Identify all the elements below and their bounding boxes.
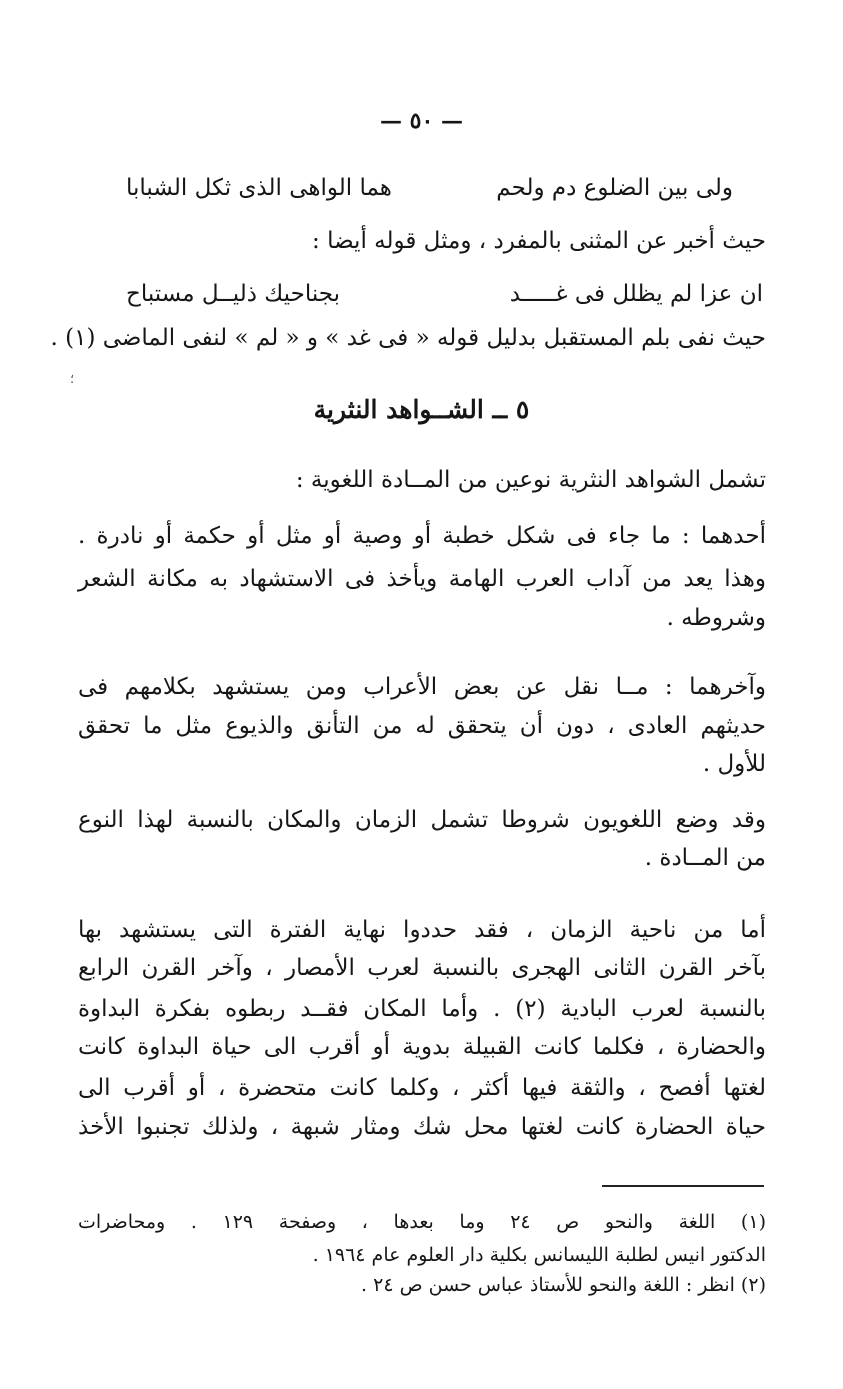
- verse2-second-hemistich: بجناحيك ذليــل مستباح: [126, 281, 341, 307]
- paragraph-line: والحضارة ، فكلما كانت القبيلة بدوية أو أقرب الى حياة البداوة كانت: [78, 1034, 766, 1060]
- paragraph-line: أما من ناحية الزمان ، فقد حددوا نهاية الفترة التى يستشهد بها: [78, 917, 766, 943]
- paragraph-line: بآخر القرن الثانى الهجرى بالنسبة لعرب الأمصار ، وآخر القرن الرابع: [78, 955, 766, 981]
- verse2-first-hemistich: ان عزا لم يظلل فى غـــــد: [509, 281, 763, 307]
- paragraph-line: حديثهم العادى ، دون أن يتحقق له من التأنق والذيوع مثل ما تحقق: [78, 713, 766, 739]
- verse1-first-hemistich: ولى بين الضلوع دم ولحم: [496, 175, 733, 201]
- paragraph-line: وشروطه .: [666, 605, 766, 631]
- footnote-separator: [602, 1185, 764, 1187]
- paragraph-line: أحدهما : ما جاء فى شكل خطبة أو وصية أو مثل أو حكمة أو نادرة .: [78, 523, 766, 549]
- paragraph-line: وقد وضع اللغويون شروطا تشمل الزمان والمكان بالنسبة لهذا النوع: [78, 807, 766, 833]
- paragraph-line: وهذا يعد من آداب العرب الهامة ويأخذ فى الاستشهاد به مكانة الشعر: [78, 566, 766, 592]
- section-heading: ٥ ــ الشــواهد النثرية: [313, 395, 530, 424]
- paragraph-line: تشمل الشواهد النثرية نوعين من المــادة اللغوية :: [295, 467, 766, 493]
- paragraph-line: حياة الحضارة كانت لغتها محل شك ومثار شبهة ، ولذلك تجنبوا الأخذ: [78, 1114, 766, 1140]
- paragraph-line: من المــادة .: [644, 845, 766, 871]
- paragraph-line: حيث أخبر عن المثنى بالمفرد ، ومثل قوله أيضا :: [312, 228, 766, 254]
- footnote-line: (١) اللغة والنحو ص ٢٤ وما بعدها ، وصفحة ١٢٩ . ومحاضرات: [78, 1211, 766, 1233]
- paragraph-line: بالنسبة لعرب البادية (٢) . وأما المكان فقــد ربطوه بفكرة البداوة: [78, 996, 766, 1022]
- paragraph-line: وآخرهما : مــا نقل عن بعض الأعراب ومن يستشهد بكلامهم فى: [78, 674, 766, 700]
- footnote-line: (٢) انظر : اللغة والنحو للأستاذ عباس حسن ص ٢٤ .: [361, 1274, 766, 1296]
- footnote-line: الدكتور انيس لطلبة الليسانس بكلية دار العلوم عام ١٩٦٤ .: [312, 1244, 766, 1266]
- page-number: — ٥٠ —: [380, 108, 463, 134]
- margin-mark: ؛: [70, 372, 75, 387]
- paragraph-line: لغتها أفصح ، والثقة فيها أكثر ، وكلما كانت متحضرة ، أو أقرب الى: [78, 1075, 766, 1101]
- paragraph-line: للأول .: [702, 751, 766, 777]
- paragraph-line: حيث نفى بلم المستقبل بدليل قوله « فى غد » و « لم » لنفى الماضى (١) .: [50, 325, 766, 351]
- verse1-second-hemistich: هما الواهى الذى ثكل الشبابا: [126, 175, 392, 201]
